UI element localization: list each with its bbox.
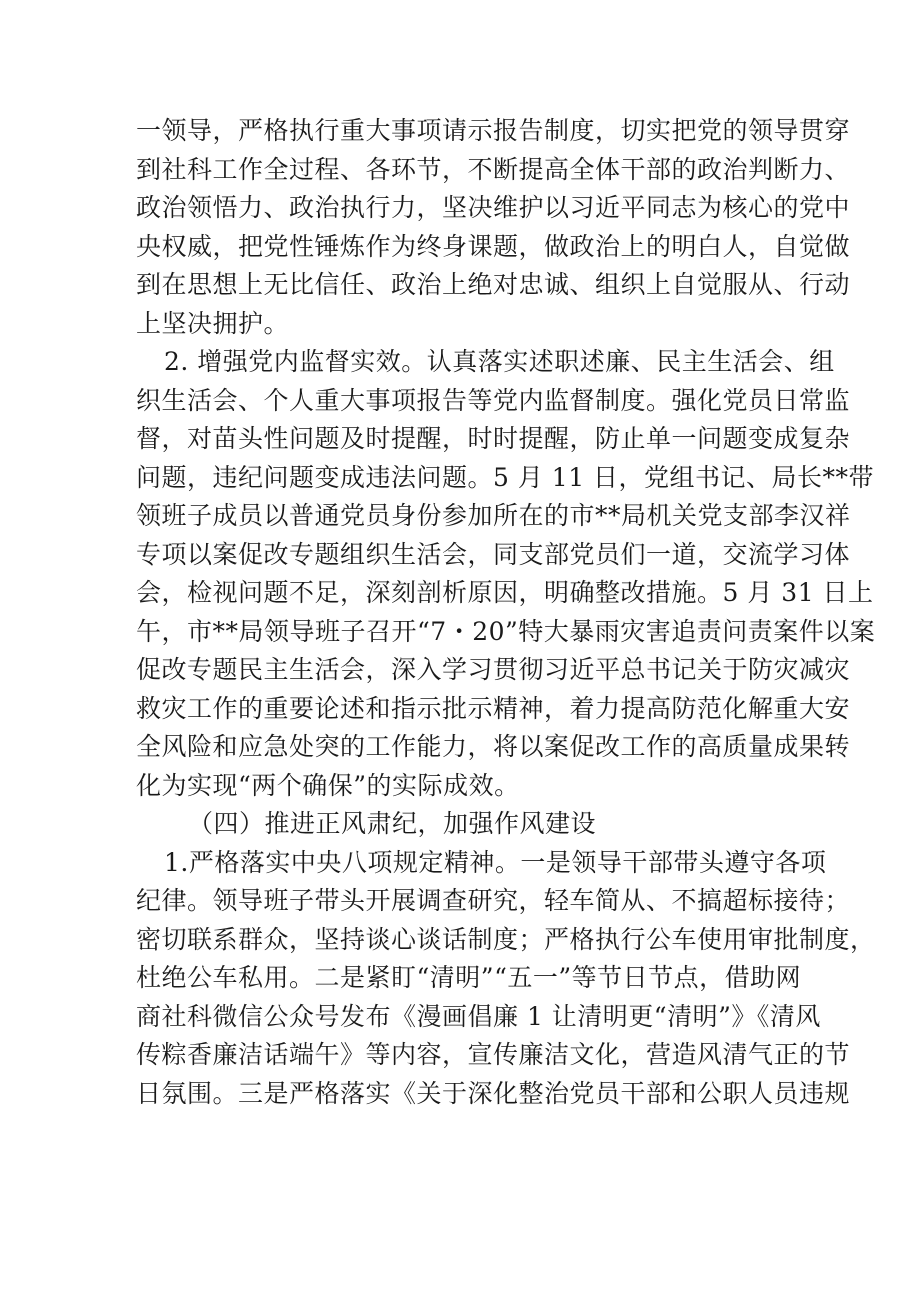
text-line: 杜绝公车私用。二是紧盯“清明”“五一”等节日节点，借助网: [136, 963, 802, 992]
text-line: 密切联系群众，坚持谈心谈话制度；严格执行公车使用审批制度，: [136, 924, 876, 954]
section-heading: （四）推进正风肃纪，加强作风建设: [188, 809, 597, 838]
text-line: 化为实现“两个确保”的实际成效。: [136, 770, 520, 800]
text-line: 日氛围。三是严格落实《关于深化整治党员干部和公职人员违规: [136, 1078, 851, 1108]
text-line: 到社科工作全过程、各环节，不断提高全体干部的政治判断力、: [136, 154, 851, 184]
text-line: 全风险和应急处突的工作能力，将以案促改工作的高质量成果转: [136, 732, 851, 761]
text-line: 督，对苗头性问题及时提醒，时时提醒，防止单一问题变成复杂: [136, 424, 851, 453]
text-line: 领班子成员以普通党员身份参加所在的市**局机关党支部李汉祥: [136, 501, 851, 530]
text-line: 纪律。领导班子带头开展调查研究，轻车简从、不搞超标接待；: [136, 886, 851, 915]
paragraph-start-line: 1.严格落实中央八项规定精神。一是领导干部带头遵守各项: [164, 847, 827, 877]
text-line: 到在思想上无比信任、政治上绝对忠诚、组织上自觉服从、行动: [136, 270, 851, 299]
text-line: 午，市**局领导班子召开“7・20”特大暴雨灾害追责问责案件以案: [136, 616, 876, 646]
text-line: 织生活会、个人重大事项报告等党内监督制度。强化党员日常监: [136, 385, 851, 415]
text-line: 传粽香廉洁话端午》等内容，宣传廉洁文化，营造风清气正的节: [136, 1040, 851, 1069]
text-line: 上坚决拥护。: [136, 308, 290, 338]
text-line: 商社科微信公众号发布《漫画倡廉 1 让清明更“清明”》《清风: [136, 1001, 821, 1031]
text-line: 一领导，严格执行重大事项请示报告制度，切实把党的领导贯穿: [136, 116, 851, 145]
text-line: 央权威，把党性锤炼作为终身课题，做政治上的明白人，自觉做: [136, 231, 851, 261]
text-line: 问题，违纪问题变成违法问题。5 月 11 日，党组书记、局长**带: [136, 462, 875, 492]
text-line: 救灾工作的重要论述和指示批示精神，着力提高防范化解重大安: [136, 693, 851, 723]
paragraph-start-line: 2. 增强党内监督实效。认真落实述职述廉、民主生活会、组: [164, 347, 835, 376]
text-line: 专项以案促改专题组织生活会，同支部党员们一道，交流学习体: [136, 539, 851, 569]
document-body: [136, 112, 876, 1113]
text-line: 促改专题民主生活会，深入学习贯彻习近平总书记关于防灾减灾: [136, 655, 851, 684]
text-line: 政治领悟力、政治执行力，坚决维护以习近平同志为核心的党中: [136, 193, 851, 222]
text-line: 会，检视问题不足，深刻剖析原因，明确整改措施。5 月 31 日上: [136, 578, 874, 607]
